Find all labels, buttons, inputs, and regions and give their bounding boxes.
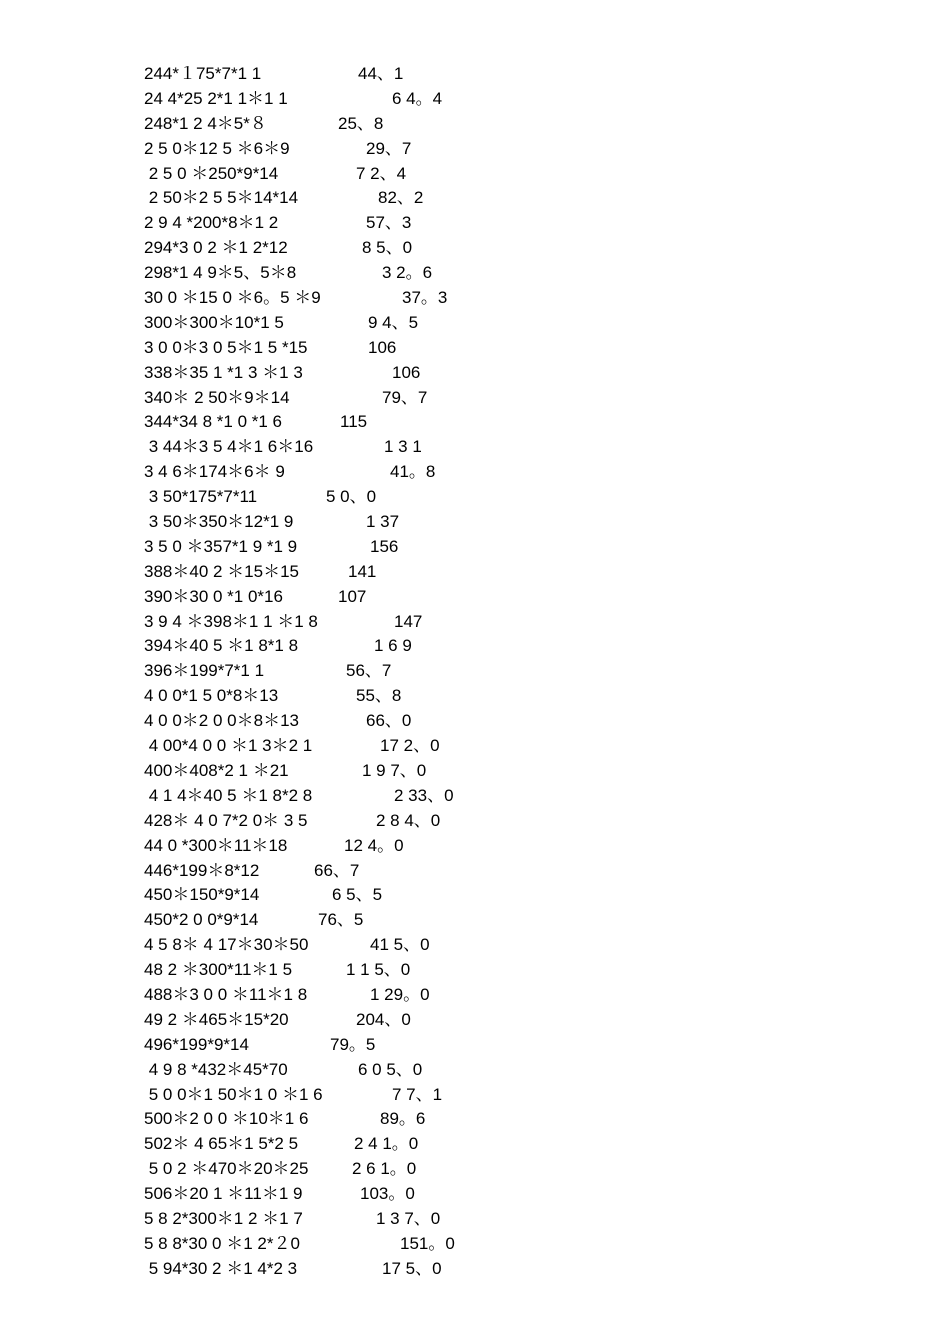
weight-value: 82、2 <box>378 188 424 208</box>
weight-value: 2 6 1。0 <box>352 1159 417 1179</box>
spec-text: 3 50＊350＊12*1 9 <box>144 512 294 532</box>
weight-value: 29、7 <box>366 138 412 158</box>
spec-text: 294*3 0 2 ＊1 2*12 <box>144 238 288 258</box>
list-item <box>144 958 564 983</box>
spec-text: 44 0 *300＊11＊18 <box>144 835 288 855</box>
spec-text: 4 00*4 0 0 ＊1 3＊2 1 <box>144 736 313 756</box>
weight-value: 1 3 7、0 <box>376 1208 441 1228</box>
weight-value: 66、0 <box>366 711 412 731</box>
list-item <box>144 610 564 635</box>
spec-text: 428＊ 4 0 7*2 0＊ 3 5 <box>144 810 308 830</box>
weight-value: 12 4。0 <box>344 835 404 855</box>
weight-value: 1 6 9 <box>374 636 412 656</box>
list-item <box>144 336 564 361</box>
list-item <box>144 112 564 137</box>
weight-value: 156 <box>370 536 399 556</box>
list-item <box>144 759 564 784</box>
weight-value: 8 5、0 <box>362 238 413 258</box>
spec-text: 24 4*25 2*1 1＊1 1 <box>144 88 288 108</box>
spec-text: 4 1 4＊40 5 ＊1 8*2 8 <box>144 785 313 805</box>
spec-text: 340＊ 2 50＊9＊14 <box>144 387 290 407</box>
spec-text: 298*1 4 9＊5、5＊8 <box>144 263 297 283</box>
weight-value: 106 <box>392 362 421 382</box>
list-item <box>144 286 564 311</box>
weight-value: 17 5、0 <box>382 1258 442 1278</box>
weight-value: 7 7、1 <box>392 1084 443 1104</box>
list-item <box>144 386 564 411</box>
list-item <box>144 1157 564 1182</box>
weight-value: 89。6 <box>380 1109 426 1129</box>
spec-text: 244*１75*7*1 1 <box>144 64 262 83</box>
spec-text: 396＊199*7*1 1 <box>144 661 265 681</box>
list-item <box>144 1207 564 1232</box>
weight-value: 6 4。4 <box>392 88 443 108</box>
spec-text: 400＊408*2 1 ＊21 <box>144 760 289 780</box>
list-item <box>144 485 564 510</box>
spec-text: 5 8 2*300＊1 2 ＊1 7 <box>144 1208 303 1228</box>
list-item <box>144 137 564 162</box>
spec-text: 500＊2 0 0 ＊10＊1 6 <box>144 1109 309 1129</box>
list-item <box>144 1058 564 1083</box>
list-item <box>144 236 564 261</box>
weight-value: 2 8 4、0 <box>376 810 441 830</box>
weight-value: 41 5、0 <box>370 935 430 955</box>
list-item <box>144 435 564 460</box>
list-item <box>144 859 564 884</box>
spec-text: 4 5 8＊ 4 17＊30＊50 <box>144 935 309 955</box>
weight-value: 79。5 <box>330 1034 376 1054</box>
list-item <box>144 535 564 560</box>
spec-text: 4 0 0＊2 0 0＊8＊13 <box>144 711 299 731</box>
weight-value: 2 4 1。0 <box>354 1134 419 1154</box>
spec-text: 300＊300＊10*1 5 <box>144 312 284 332</box>
list-item <box>144 1083 564 1108</box>
weight-value: 55、8 <box>356 686 402 706</box>
list-item <box>144 62 564 87</box>
weight-value: 151。0 <box>400 1233 455 1253</box>
list-item <box>144 1232 564 1257</box>
list-item <box>144 585 564 610</box>
weight-value: 25、8 <box>338 113 384 133</box>
list-item <box>144 933 564 958</box>
weight-value: 107 <box>338 586 367 606</box>
spec-text: 5 0 0＊1 50＊1 0 ＊1 6 <box>144 1084 323 1104</box>
spec-text: 2 5 0 ＊250*9*14 <box>144 163 279 183</box>
list-item <box>144 162 564 187</box>
spec-text: 5 0 2 ＊470＊20＊25 <box>144 1159 309 1179</box>
spec-text: 488＊3 0 0 ＊11＊1 8 <box>144 984 308 1004</box>
steel-spec-list <box>144 62 564 1282</box>
list-item <box>144 709 564 734</box>
list-item <box>144 1033 564 1058</box>
weight-value: 41。8 <box>390 462 436 482</box>
weight-value: 1 29。0 <box>370 984 430 1004</box>
weight-value: 1 1 5、0 <box>346 960 411 980</box>
weight-value: 1 9 7、0 <box>362 760 427 780</box>
spec-text: 2 5 0＊12 5 ＊6＊9 <box>144 138 290 158</box>
spec-text: 344*34 8 *1 0 *1 6 <box>144 412 283 432</box>
spec-text: 49 2 ＊465＊15*20 <box>144 1009 289 1029</box>
spec-text: 3 5 0 ＊357*1 9 *1 9 <box>144 536 298 556</box>
weight-value: 76、5 <box>318 910 364 930</box>
list-item <box>144 809 564 834</box>
weight-value: 66、7 <box>314 860 360 880</box>
list-item <box>144 1008 564 1033</box>
weight-value: 106 <box>368 337 397 357</box>
weight-value: 103。0 <box>360 1184 415 1204</box>
spec-text: 2 9 4 *200*8＊1 2 <box>144 213 279 233</box>
list-item <box>144 510 564 535</box>
weight-value: 6 0 5、0 <box>358 1059 423 1079</box>
list-item <box>144 560 564 585</box>
list-item <box>144 659 564 684</box>
spec-text: 446*199＊8*12 <box>144 860 260 880</box>
list-item <box>144 1132 564 1157</box>
list-item <box>144 460 564 485</box>
spec-text: 248*1 2 4＊5*８ <box>144 113 267 133</box>
weight-value: 57、3 <box>366 213 412 233</box>
list-item <box>144 261 564 286</box>
spec-text: 5 8 8*30 0 ＊1 2*２0 <box>144 1233 300 1253</box>
list-item <box>144 311 564 336</box>
spec-text: 496*199*9*14 <box>144 1034 249 1054</box>
spec-text: 394＊40 5 ＊1 8*1 8 <box>144 636 299 656</box>
spec-text: 3 0 0＊3 0 5＊1 5 *15 <box>144 337 308 357</box>
spec-text: 3 4 6＊174＊6＊ 9 <box>144 462 285 482</box>
spec-text: 502＊ 4 65＊1 5*2 5 <box>144 1134 299 1154</box>
spec-text: 338＊35 1 *1 3 ＊1 3 <box>144 362 303 382</box>
weight-value: 37。3 <box>402 288 448 308</box>
spec-text: 3 50*175*7*11 <box>144 487 258 507</box>
list-item <box>144 361 564 386</box>
weight-value: 1 37 <box>366 512 400 532</box>
spec-text: 450＊150*9*14 <box>144 885 260 905</box>
list-item <box>144 684 564 709</box>
weight-value: 79、7 <box>382 387 428 407</box>
weight-value: 17 2、0 <box>380 736 440 756</box>
spec-text: 2 50＊2 5 5＊14*14 <box>144 188 299 208</box>
list-item <box>144 410 564 435</box>
weight-value: 204、0 <box>356 1009 411 1029</box>
weight-value: 141 <box>348 561 377 581</box>
weight-value: 1 3 1 <box>384 437 422 457</box>
list-item <box>144 784 564 809</box>
weight-value: 44、1 <box>358 64 404 83</box>
spec-text: 5 94*30 2 ＊1 4*2 3 <box>144 1258 298 1278</box>
list-item <box>144 87 564 112</box>
spec-text: 388＊40 2 ＊15＊15 <box>144 561 299 581</box>
list-item <box>144 1182 564 1207</box>
list-item <box>144 634 564 659</box>
spec-text: 3 9 4 ＊398＊1 1 ＊1 8 <box>144 611 318 631</box>
weight-value: 9 4、5 <box>368 312 419 332</box>
spec-text: 506＊20 1 ＊11＊1 9 <box>144 1184 303 1204</box>
weight-value: 147 <box>394 611 423 631</box>
spec-text: 48 2 ＊300*11＊1 5 <box>144 960 293 980</box>
list-item <box>144 1107 564 1132</box>
list-item <box>144 834 564 859</box>
spec-text: 4 0 0*1 5 0*8＊13 <box>144 686 279 706</box>
weight-value: 56、7 <box>346 661 392 681</box>
weight-value: 2 33、0 <box>394 785 454 805</box>
spec-text: 3 44＊3 5 4＊1 6＊16 <box>144 437 314 457</box>
weight-value: 115 <box>340 412 368 432</box>
weight-value: 3 2。6 <box>382 263 433 283</box>
spec-text: 450*2 0 0*9*14 <box>144 910 259 930</box>
list-item <box>144 734 564 759</box>
list-item <box>144 1257 564 1282</box>
spec-text: 4 9 8 *432＊45*70 <box>144 1059 288 1079</box>
list-item <box>144 883 564 908</box>
weight-value: 6 5、5 <box>332 885 383 905</box>
list-item <box>144 983 564 1008</box>
spec-text: 390＊30 0 *1 0*16 <box>144 586 283 606</box>
list-item <box>144 186 564 211</box>
list-item <box>144 211 564 236</box>
weight-value: 7 2、4 <box>356 163 407 183</box>
weight-value: 5 0、0 <box>326 487 377 507</box>
spec-text: 30 0 ＊15 0 ＊6。5 ＊9 <box>144 288 321 308</box>
list-item <box>144 908 564 933</box>
